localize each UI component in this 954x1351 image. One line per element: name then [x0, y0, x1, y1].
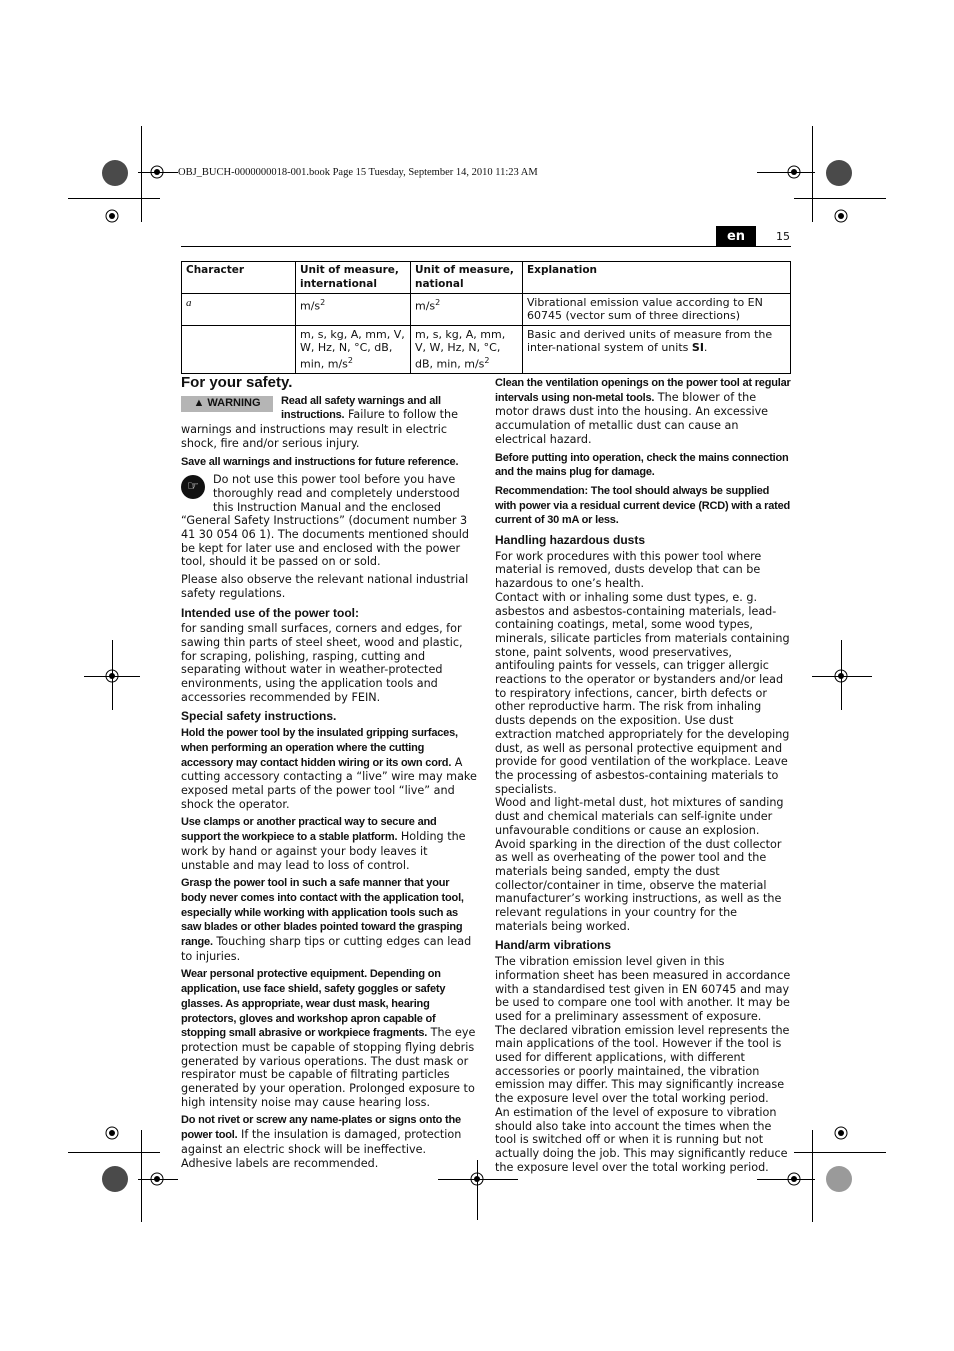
save-paragraph: Save all warnings and instructions for future reference.	[181, 455, 459, 468]
header-rule	[181, 246, 791, 247]
table-header: Character	[182, 262, 296, 294]
crosshair-icon	[829, 1121, 853, 1145]
table-header: Unit of measure, national	[411, 262, 523, 294]
registration-disc	[826, 160, 852, 186]
table-cell: $m/s^2$	[411, 294, 523, 326]
safety-paragraph: Recommendation: The tool should always be supplied with power via a residual current device (RCD) with a rated current of 30 mA or less.	[495, 484, 791, 527]
table-cell: $m/s^2$	[296, 294, 411, 326]
table-header-row	[182, 262, 791, 294]
left-column	[181, 376, 477, 1174]
crosshair-icon	[829, 664, 853, 688]
table-cell: a	[182, 294, 296, 326]
dust-paragraph: For work procedures with this power tool where material is removed, dusts develop that can be hazardous to one’s health.	[495, 549, 762, 591]
safety-paragraph: Clean the ventilation openings on the power tool at regular intervals using non-metal tools. The blower of the motor draws dust into the housing. An excessive accumulation of metallic dust can cause an electrical hazard.	[495, 377, 791, 446]
table-cell	[182, 326, 296, 374]
page-number: 15	[776, 230, 790, 243]
special-safety-heading: Special safety instructions.	[181, 709, 337, 724]
intended-use-heading: Intended use of the power tool:	[181, 605, 359, 620]
language-badge: en	[716, 226, 756, 246]
vibration-paragraph: The vibration emission level given in this information sheet has been measured in accordance with a standardised test given in EN 60745 and may be used to compare one tool with another. It may be used for a preliminary assessment of exposure.	[495, 955, 791, 1023]
units-table	[181, 261, 791, 374]
read-manual-icon: ☞	[181, 475, 205, 499]
right-column	[495, 376, 791, 1178]
dust-heading: Handling hazardous dusts	[495, 533, 646, 548]
crosshair-icon	[145, 1167, 169, 1191]
crosshair-icon	[829, 204, 853, 228]
warning-paragraph: ▲ WARNING Read all safety warnings and all instructions. Failure to follow the warnings and instructions may result in electric shock, fire and/or serious injury.	[181, 394, 459, 450]
vibration-paragraph: An estimation of the level of exposure to vibration should also take into account the times when the tool is switched off or when it is running but not actually doing the job. This may significantly reduce the exposure level over the total working period.	[495, 1105, 788, 1174]
table-header: Unit of measure, international	[296, 262, 411, 294]
table-cell: Vibrational emission value according to EN 60745 (vector sum of three directions)	[523, 294, 791, 326]
dust-paragraph: Contact with or inhaling some dust types, e. g. asbestos and asbestos-containing materials, lead-containing coatings, metal, some wood types, minerals, silicate particles from materials containing stone, paint solvents, wood preservatives, antifouling paints for vessels, can trigger allergic reactions to the operator or bystanders and/or lead to respiratory infections, cancer, birth defects or other reproductive harm. The risk from inhaling dusts depends on the exposition. Use dust extraction matched appropriately for the developing dust, as well as personal protective equipment and provide for good ventilation of the workplace. Leave the processing of asbestos-containing materials to specialists.	[495, 590, 790, 796]
warning-label: ▲ WARNING	[181, 396, 273, 412]
safety-paragraph: Before putting into operation, check the mains connection and the mains plug for damage.	[495, 451, 789, 479]
crosshair-icon	[145, 160, 169, 184]
table-cell: Basic and derived units of measure from the inter-national system of units SI.	[523, 326, 791, 374]
crosshair-icon	[100, 204, 124, 228]
regulations-paragraph: Please also observe the relevant national industrial safety regulations.	[181, 573, 469, 600]
safety-paragraph: Grasp the power tool in such a safe manner that your body never comes into contact with the application tool, especially while working with application tools such as saw blades or other blades pointed toward the grasping range. Touching sharp tips or cutting edges can lead to injuries.	[181, 877, 472, 963]
vibration-heading: Hand/arm vibrations	[495, 938, 612, 953]
vibration-paragraph: The declared vibration emission level represents the main applications of the tool. However if the tool is used for different applications, with different accessories or poorly maintained, the vibration emission may differ. This may significantly increase the exposure level over the total working period.	[495, 1023, 790, 1106]
warning-triangle-icon: ▲	[193, 396, 205, 409]
crosshair-icon	[100, 664, 124, 688]
table-cell: m, s, kg, A, mm, V, W, Hz, N, °C, dB, min, $m/s^2$	[411, 326, 523, 374]
table-header: Explanation	[523, 262, 791, 294]
safety-paragraph: Use clamps or another practical way to secure and support the workpiece to a stable platform. Holding the work by hand or against your body leaves it unstable and may lead to loss of control.	[181, 816, 466, 872]
table-row	[182, 294, 791, 326]
safety-paragraph: Wear personal protective equipment. Depending on application, use face shield, safety goggles or safety glasses. As appropriate, wear dust mask, hearing protectors, gloves and workshop apron capable of stopping small abrasive or workpiece fragments. The eye protection must be capable of stopping flying debris generated by various operations. The dust mask or respirator must be capable of filtrating particles generated by your operation. Prolonged exposure to high intensity noise may cause hearing loss.	[181, 968, 476, 1109]
crosshair-icon	[100, 1121, 124, 1145]
registration-disc	[826, 1166, 852, 1192]
section-title: For your safety.	[181, 374, 293, 391]
table-row	[182, 326, 791, 374]
safety-paragraph: Hold the power tool by the insulated gripping surfaces, when performing an operation where the cutting accessory may contact hidden wiring or its own cord. A cutting accessory contacting a “live” wire may make exposed metal parts of the power tool “live” and shock the operator.	[181, 727, 477, 811]
table-cell: m, s, kg, A, mm, V, W, Hz, N, °C, dB, min, $m/s^2$	[296, 326, 411, 374]
book-info-line: OBJ_BUCH-0000000018-001.book Page 15 Tuesday, September 14, 2010 11:23 AM	[178, 167, 538, 178]
safety-paragraph: Do not rivet or screw any name-plates or signs onto the power tool. If the insulation is damaged, protection against an electric shock will be ineffective. Adhesive labels are recommended.	[181, 1114, 462, 1170]
registration-disc	[102, 160, 128, 186]
intended-use-text: for sanding small surfaces, corners and edges, for sawing thin parts of steel sheet, wood and plastic, for scraping, polishing, rasping, cutting and separating without water in weather-protected environments, using the application tools and accessories recommended by FEIN.	[181, 622, 463, 704]
registration-disc	[102, 1166, 128, 1192]
dust-paragraph: Wood and light-metal dust, hot mixtures of sanding dust and chemical materials can self-ignite under unfavourable conditions or cause an explosion. Avoid sparking in the direction of the dust collector as well as overheating of the power tool and the materials being sanded, empty the dust collector/container in time, observe the material manufacturer’s working instructions, as well as the relevant regulations in your country for the materials being worked.	[495, 796, 784, 933]
manual-paragraph: ☞ Do not use this power tool before you have thoroughly read and completely understood this Instruction Manual and the enclosed “General Safety Instructions” (document number 3 41 30 054 06 1). The documents mentioned should be kept for later use and enclosed with the power tool, should it be passed on or sold.	[181, 473, 469, 569]
crosshair-icon	[782, 160, 806, 184]
